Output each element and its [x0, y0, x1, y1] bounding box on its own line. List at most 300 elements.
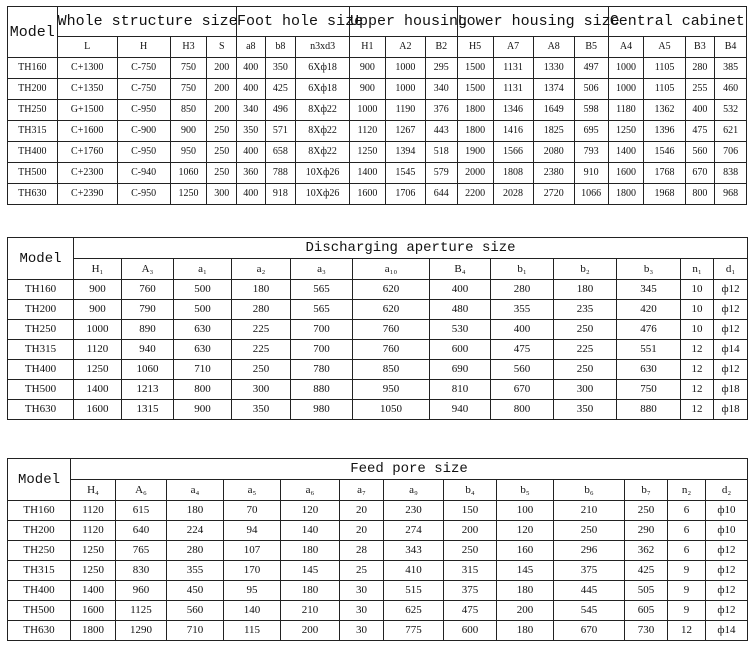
group-header-whole-structure: Whole structure size: [57, 7, 236, 37]
table-cell: 800: [685, 184, 715, 205]
model-cell: TH400: [8, 360, 74, 380]
table-cell: C-900: [117, 121, 170, 142]
table-cell: 710: [174, 360, 232, 380]
table-cell: 1800: [457, 121, 493, 142]
table-cell: 10: [681, 280, 714, 300]
table-row: [8, 541, 748, 561]
table-cell: 350: [232, 400, 291, 420]
table-cell: ф18: [714, 400, 748, 420]
table-cell: 1105: [644, 58, 685, 79]
table-cell: 10Xф26: [296, 184, 350, 205]
model-cell: TH315: [8, 340, 74, 360]
column-header: A2: [385, 37, 425, 58]
table-cell: 730: [625, 621, 668, 641]
table-cell: ф12: [706, 581, 748, 601]
table-row: [8, 400, 748, 420]
table-cell: 1396: [644, 121, 685, 142]
table-cell: 225: [232, 320, 291, 340]
table-cell: 780: [291, 360, 353, 380]
column-header: a₄: [167, 480, 224, 501]
table-cell: 900: [174, 400, 232, 420]
table-cell: 200: [207, 79, 237, 100]
table-cell: 545: [554, 601, 625, 621]
table-cell: 1000: [385, 58, 425, 79]
table-cell: 296: [554, 541, 625, 561]
table-cell: 12: [681, 380, 714, 400]
table-cell: 644: [425, 184, 457, 205]
table-cell: 180: [281, 581, 340, 601]
table-cell: 9: [668, 561, 706, 581]
table-cell: 400: [237, 142, 266, 163]
table-cell: 1131: [493, 79, 533, 100]
table-cell: 1400: [349, 163, 385, 184]
column-header: a₅: [224, 480, 281, 501]
table-cell: 2380: [533, 163, 574, 184]
table-cell: 180: [281, 541, 340, 561]
table-cell: 980: [291, 400, 353, 420]
table-cell: 115: [224, 621, 281, 641]
table-cell: 6: [668, 541, 706, 561]
table-cell: 140: [224, 601, 281, 621]
table-cell: 12: [668, 621, 706, 641]
group-header-lower-housing: Lower housing size: [457, 7, 608, 37]
table-cell: 1649: [533, 100, 574, 121]
table-cell: 410: [384, 561, 444, 581]
table-cell: 345: [617, 280, 681, 300]
table-cell: 250: [554, 521, 625, 541]
model-cell: TH250: [8, 100, 58, 121]
feed-pore-table: [7, 458, 748, 641]
table-cell: 12: [681, 360, 714, 380]
model-cell: TH200: [8, 521, 71, 541]
table-cell: 6: [668, 501, 706, 521]
table-cell: C-750: [117, 58, 170, 79]
table-cell: 1768: [644, 163, 685, 184]
table-cell: 1808: [493, 163, 533, 184]
table-cell: 760: [353, 320, 430, 340]
table-cell: 2000: [457, 163, 493, 184]
column-header: d₁: [714, 259, 748, 280]
table-cell: 1566: [493, 142, 533, 163]
table-cell: 532: [715, 100, 747, 121]
column-header: A₆: [116, 480, 167, 501]
table-cell: 750: [170, 79, 207, 100]
table-cell: 70: [224, 501, 281, 521]
table-cell: 1120: [71, 501, 116, 521]
table-cell: 30: [340, 621, 384, 641]
table-cell: C-750: [117, 79, 170, 100]
table-cell: 210: [554, 501, 625, 521]
column-header: A5: [644, 37, 685, 58]
table-cell: 1400: [74, 380, 122, 400]
column-header: H₁: [74, 259, 122, 280]
table-cell: 1706: [385, 184, 425, 205]
table-cell: C-950: [117, 184, 170, 205]
table-cell: 968: [715, 184, 747, 205]
table-cell: 960: [116, 581, 167, 601]
table-cell: 950: [353, 380, 430, 400]
table-cell: 250: [232, 360, 291, 380]
table-cell: 1600: [608, 163, 644, 184]
table-cell: 530: [430, 320, 491, 340]
group-header-central-cabinet: Central cabinet: [608, 7, 746, 37]
table-cell: 890: [122, 320, 174, 340]
column-header: L: [57, 37, 117, 58]
table-cell: 250: [207, 163, 237, 184]
table-cell: 8Xф22: [296, 100, 350, 121]
table-cell: G+1500: [57, 100, 117, 121]
table-cell: ф10: [706, 501, 748, 521]
table-cell: 2080: [533, 142, 574, 163]
table-cell: 1290: [116, 621, 167, 641]
table-cell: 230: [384, 501, 444, 521]
table-cell: 850: [170, 100, 207, 121]
table-cell: 30: [340, 601, 384, 621]
table-row: [8, 501, 748, 521]
table-cell: 10: [681, 320, 714, 340]
table-cell: 600: [444, 621, 497, 641]
table-cell: 1120: [71, 521, 116, 541]
table-cell: 224: [167, 521, 224, 541]
table-cell: 385: [715, 58, 747, 79]
table-cell: 274: [384, 521, 444, 541]
table-cell: 1000: [608, 58, 644, 79]
table-cell: 1105: [644, 79, 685, 100]
table-row: [8, 100, 747, 121]
table-cell: 9: [668, 581, 706, 601]
table-cell: 506: [574, 79, 608, 100]
column-header: a₂: [232, 259, 291, 280]
table-cell: 255: [685, 79, 715, 100]
table-cell: 20: [340, 521, 384, 541]
table-cell: 620: [353, 300, 430, 320]
table-cell: 571: [265, 121, 296, 142]
model-cell: TH400: [8, 142, 58, 163]
column-header: H5: [457, 37, 493, 58]
table-cell: 443: [425, 121, 457, 142]
table-cell: 1000: [385, 79, 425, 100]
table-cell: 1800: [71, 621, 116, 641]
table-cell: 200: [207, 58, 237, 79]
table-cell: 180: [554, 280, 617, 300]
table-cell: 100: [497, 501, 554, 521]
table-cell: 940: [122, 340, 174, 360]
table-cell: 1050: [353, 400, 430, 420]
table-cell: 1060: [122, 360, 174, 380]
table-cell: 515: [384, 581, 444, 601]
table-cell: 900: [74, 280, 122, 300]
table-cell: ф14: [714, 340, 748, 360]
column-header: b₅: [497, 480, 554, 501]
model-cell: TH630: [8, 184, 58, 205]
column-header: b₄: [444, 480, 497, 501]
table-cell: 250: [444, 541, 497, 561]
table-cell: 280: [685, 58, 715, 79]
table-cell: 880: [617, 400, 681, 420]
table-cell: 290: [625, 521, 668, 541]
table-cell: 250: [554, 360, 617, 380]
table-cell: 28: [340, 541, 384, 561]
table-cell: 900: [170, 121, 207, 142]
table-cell: 250: [207, 121, 237, 142]
table-cell: 8Xф22: [296, 121, 350, 142]
table-cell: 25: [340, 561, 384, 581]
column-header: a₉: [384, 480, 444, 501]
table-cell: 120: [281, 501, 340, 521]
table-cell: 200: [444, 521, 497, 541]
table-row: [8, 121, 747, 142]
model-cell: TH160: [8, 58, 58, 79]
table-cell: C+2300: [57, 163, 117, 184]
table-cell: 250: [554, 320, 617, 340]
table-row: [8, 300, 748, 320]
table-cell: 150: [444, 501, 497, 521]
table-cell: 1213: [122, 380, 174, 400]
table-row: [8, 163, 747, 184]
table-cell: 1000: [74, 320, 122, 340]
table-cell: 1416: [493, 121, 533, 142]
table-cell: 1250: [608, 121, 644, 142]
table-cell: 280: [167, 541, 224, 561]
table-cell: 315: [444, 561, 497, 581]
table-cell: 2720: [533, 184, 574, 205]
table-cell: 605: [625, 601, 668, 621]
table-cell: C+2390: [57, 184, 117, 205]
group-header-upper-housing: Upper housing: [349, 7, 457, 37]
table-cell: C+1300: [57, 58, 117, 79]
table-cell: 1000: [608, 79, 644, 100]
table-cell: 710: [167, 621, 224, 641]
table-cell: 658: [265, 142, 296, 163]
table-cell: 788: [265, 163, 296, 184]
column-header: n₂: [668, 480, 706, 501]
column-header: a₁: [174, 259, 232, 280]
table-cell: 880: [291, 380, 353, 400]
table-cell: 360: [237, 163, 266, 184]
table-cell: 160: [497, 541, 554, 561]
table-row: [8, 581, 748, 601]
table-cell: C-950: [117, 100, 170, 121]
table-cell: 838: [715, 163, 747, 184]
table-row: [8, 340, 748, 360]
table-cell: 670: [554, 621, 625, 641]
table-cell: 1250: [74, 360, 122, 380]
table-cell: 1362: [644, 100, 685, 121]
table-cell: 140: [281, 521, 340, 541]
table-cell: 765: [116, 541, 167, 561]
table-cell: 9: [668, 601, 706, 621]
model-cell: TH500: [8, 380, 74, 400]
table-cell: 600: [430, 340, 491, 360]
model-cell: TH160: [8, 501, 71, 521]
table-cell: 800: [174, 380, 232, 400]
table-cell: 200: [207, 100, 237, 121]
model-cell: TH315: [8, 561, 71, 581]
table-cell: 375: [554, 561, 625, 581]
table-cell: 170: [224, 561, 281, 581]
model-header: Model: [8, 238, 74, 280]
table-cell: 1190: [385, 100, 425, 121]
table-title: Feed pore size: [71, 459, 748, 480]
table-cell: 460: [715, 79, 747, 100]
table-cell: ф12: [714, 300, 748, 320]
table-cell: 10: [681, 300, 714, 320]
table-cell: 496: [265, 100, 296, 121]
table-cell: ф18: [714, 380, 748, 400]
column-header: A8: [533, 37, 574, 58]
table-cell: 6Xф18: [296, 58, 350, 79]
table-cell: 560: [685, 142, 715, 163]
table-cell: 1400: [71, 581, 116, 601]
column-header: b₇: [625, 480, 668, 501]
table-cell: ф12: [714, 280, 748, 300]
table-cell: 1120: [349, 121, 385, 142]
table-cell: 1394: [385, 142, 425, 163]
column-header: A7: [493, 37, 533, 58]
table-cell: 850: [353, 360, 430, 380]
table-cell: 621: [715, 121, 747, 142]
model-cell: TH200: [8, 300, 74, 320]
table-cell: 560: [167, 601, 224, 621]
table-cell: 940: [430, 400, 491, 420]
table-cell: 180: [497, 621, 554, 641]
table-cell: C+1600: [57, 121, 117, 142]
table-cell: 200: [281, 621, 340, 641]
table-cell: 1000: [349, 100, 385, 121]
column-header: a₁₀: [353, 259, 430, 280]
model-cell: TH160: [8, 280, 74, 300]
table-cell: 793: [574, 142, 608, 163]
table-cell: 620: [353, 280, 430, 300]
table-cell: 2028: [493, 184, 533, 205]
table-cell: 375: [444, 581, 497, 601]
model-cell: TH630: [8, 621, 71, 641]
table-row: [8, 320, 748, 340]
table-cell: C+1760: [57, 142, 117, 163]
table-cell: 630: [174, 340, 232, 360]
table-cell: C-950: [117, 142, 170, 163]
table-cell: 350: [554, 400, 617, 420]
table-cell: 95: [224, 581, 281, 601]
table-cell: 565: [291, 280, 353, 300]
table-cell: 480: [430, 300, 491, 320]
table-cell: 695: [574, 121, 608, 142]
table-cell: 1180: [608, 100, 644, 121]
column-header: b₆: [554, 480, 625, 501]
table-cell: 425: [625, 561, 668, 581]
table-cell: 300: [554, 380, 617, 400]
table-cell: 1500: [457, 79, 493, 100]
model-cell: TH315: [8, 121, 58, 142]
table-cell: 10Xф26: [296, 163, 350, 184]
column-header: B4: [715, 37, 747, 58]
table-cell: 1968: [644, 184, 685, 205]
table-row: [8, 360, 748, 380]
table-cell: 94: [224, 521, 281, 541]
table-cell: 12: [681, 340, 714, 360]
table-cell: 690: [430, 360, 491, 380]
table-cell: 1800: [457, 100, 493, 121]
table-cell: 250: [207, 142, 237, 163]
table-cell: 1330: [533, 58, 574, 79]
table-cell: 1545: [385, 163, 425, 184]
table-cell: 1250: [170, 184, 207, 205]
column-header: a₇: [340, 480, 384, 501]
column-header: A₃: [122, 259, 174, 280]
table-cell: 107: [224, 541, 281, 561]
table-cell: 760: [353, 340, 430, 360]
table-cell: 225: [232, 340, 291, 360]
table-cell: 750: [170, 58, 207, 79]
table-cell: 775: [384, 621, 444, 641]
table-cell: ф12: [706, 541, 748, 561]
table-cell: 350: [237, 121, 266, 142]
column-header: H: [117, 37, 170, 58]
column-header: B2: [425, 37, 457, 58]
table-cell: 145: [497, 561, 554, 581]
table-cell: 210: [281, 601, 340, 621]
table-cell: 362: [625, 541, 668, 561]
table-cell: 1250: [71, 541, 116, 561]
column-header: B5: [574, 37, 608, 58]
table-cell: 20: [340, 501, 384, 521]
table-cell: 1600: [71, 601, 116, 621]
table-cell: 900: [349, 58, 385, 79]
table-cell: 1267: [385, 121, 425, 142]
model-cell: TH200: [8, 79, 58, 100]
whole-structure-table: [7, 6, 747, 205]
table-cell: ф12: [706, 561, 748, 581]
table-cell: 950: [170, 142, 207, 163]
table-cell: 400: [491, 320, 554, 340]
table-cell: 120: [497, 521, 554, 541]
table-cell: 8Xф22: [296, 142, 350, 163]
table-cell: 830: [116, 561, 167, 581]
table-cell: 565: [291, 300, 353, 320]
table-cell: 505: [625, 581, 668, 601]
table-cell: 376: [425, 100, 457, 121]
table-cell: 1120: [74, 340, 122, 360]
model-cell: TH500: [8, 601, 71, 621]
table-cell: ф12: [714, 360, 748, 380]
table-cell: C-940: [117, 163, 170, 184]
column-header: S: [207, 37, 237, 58]
table-cell: 225: [554, 340, 617, 360]
table-cell: 630: [617, 360, 681, 380]
column-header: n3xd3: [296, 37, 350, 58]
table-cell: 1315: [122, 400, 174, 420]
table-cell: 1060: [170, 163, 207, 184]
table-cell: 1374: [533, 79, 574, 100]
column-header: H1: [349, 37, 385, 58]
table-cell: 350: [265, 58, 296, 79]
column-header: A4: [608, 37, 644, 58]
column-header: H₄: [71, 480, 116, 501]
column-header: n₁: [681, 259, 714, 280]
column-header: b8: [265, 37, 296, 58]
column-header: a₆: [281, 480, 340, 501]
model-cell: TH500: [8, 163, 58, 184]
column-header: B₄: [430, 259, 491, 280]
model-cell: TH250: [8, 541, 71, 561]
column-header: b₂: [554, 259, 617, 280]
table-cell: 420: [617, 300, 681, 320]
column-header: H3: [170, 37, 207, 58]
table-cell: 918: [265, 184, 296, 205]
table-cell: 750: [617, 380, 681, 400]
table-cell: 1250: [349, 142, 385, 163]
table-cell: 1600: [74, 400, 122, 420]
